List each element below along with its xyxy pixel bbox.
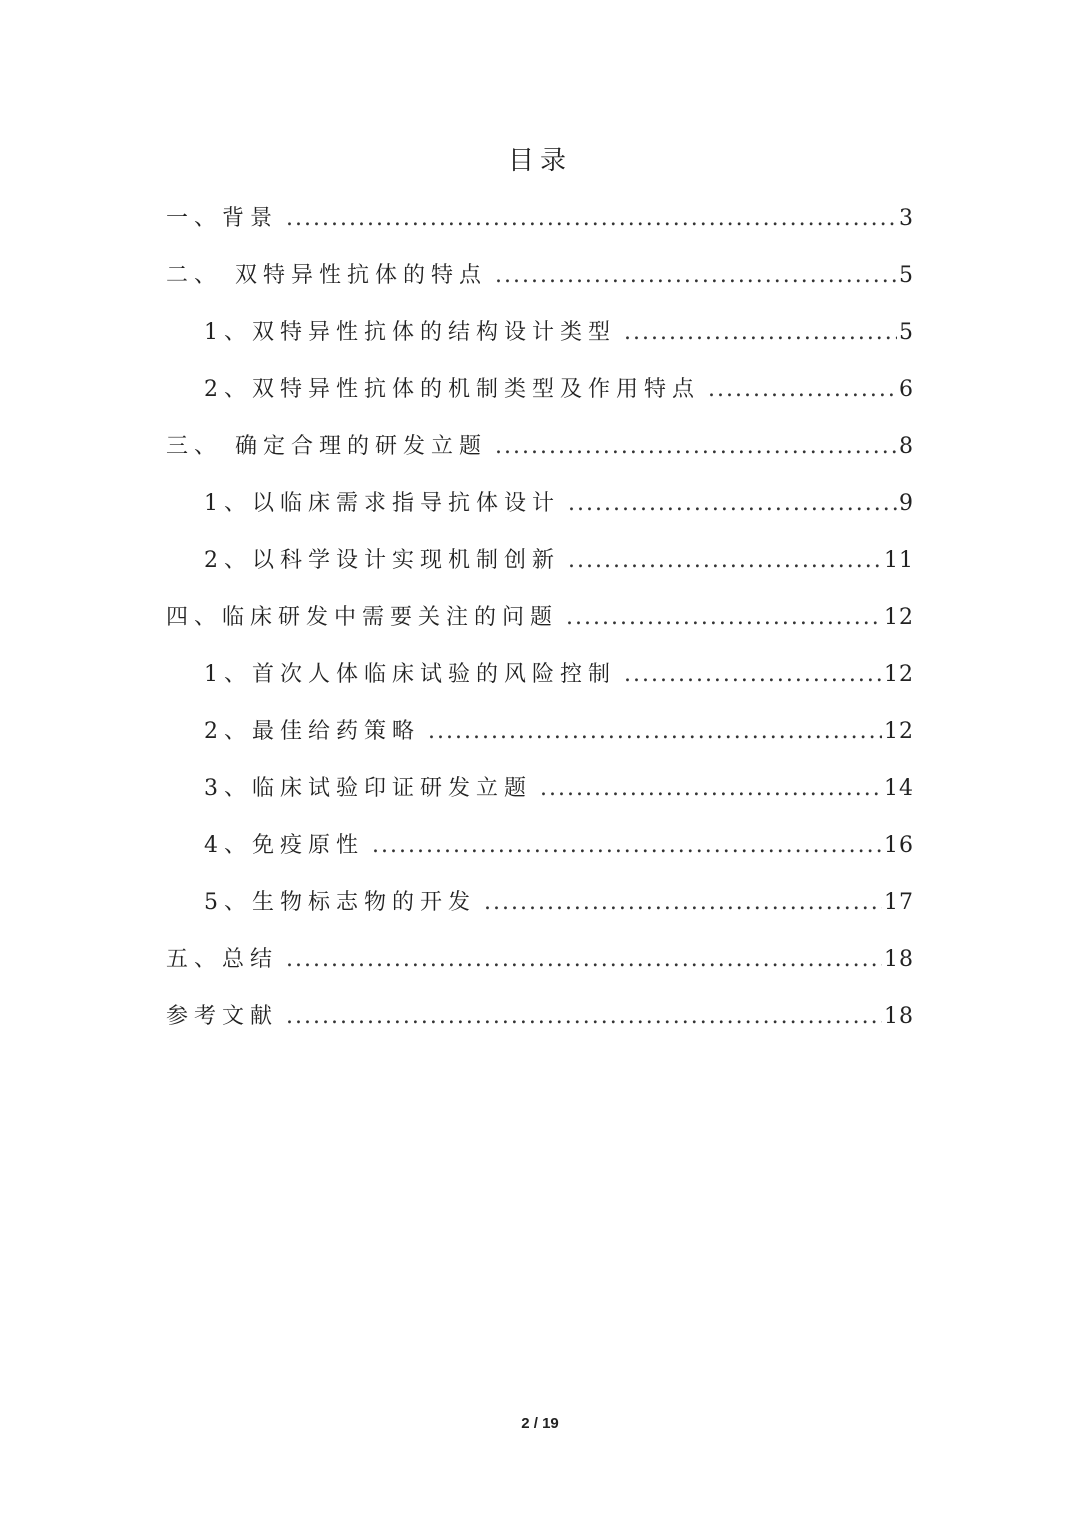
toc-entry-page: 16 xyxy=(884,833,914,858)
toc-entry[interactable] xyxy=(166,589,914,646)
toc-entry[interactable] xyxy=(166,646,914,703)
toc-title: 目录 xyxy=(507,146,572,176)
toc-entry-label: 2、最佳给药策略 xyxy=(204,719,420,744)
toc-entry-label: 五、总结 xyxy=(166,947,279,972)
toc-dot-leader xyxy=(286,988,882,1045)
toc-entry-label: 1、首次人体临床试验的风险控制 xyxy=(204,662,616,687)
toc-entry-page: 11 xyxy=(884,548,914,573)
toc-entry-page: 18 xyxy=(884,1004,914,1029)
toc-entry[interactable] xyxy=(166,190,914,247)
toc-entry[interactable] xyxy=(166,361,914,418)
toc-entry-label: 2、以科学设计实现机制创新 xyxy=(204,548,560,573)
toc-entry-page: 17 xyxy=(884,890,914,915)
toc-entry-label: 5、生物标志物的开发 xyxy=(204,890,476,915)
toc-entry[interactable] xyxy=(166,817,914,874)
toc-entry-page: 3 xyxy=(899,206,914,231)
toc-entry-label: 4、免疫原性 xyxy=(204,833,364,858)
toc-dot-leader xyxy=(540,760,882,817)
toc-entry-label: 3、临床试验印证研发立题 xyxy=(204,776,532,801)
toc-dot-leader xyxy=(566,589,882,646)
table-of-contents xyxy=(166,190,914,1045)
toc-entry[interactable] xyxy=(166,475,914,532)
toc-entry-page: 12 xyxy=(884,662,914,687)
toc-dot-leader xyxy=(568,532,882,589)
toc-entry[interactable] xyxy=(166,988,914,1045)
toc-entry-label: 三、 确定合理的研发立题 xyxy=(166,434,487,459)
toc-entry[interactable] xyxy=(166,532,914,589)
toc-entry[interactable] xyxy=(166,931,914,988)
page-number: 2 / 19 xyxy=(521,1415,559,1432)
toc-entry[interactable] xyxy=(166,418,914,475)
toc-entry-page: 9 xyxy=(899,491,914,516)
toc-entry[interactable] xyxy=(166,874,914,931)
toc-entry-label: 2、双特异性抗体的机制类型及作用特点 xyxy=(204,377,700,402)
toc-entry-page: 18 xyxy=(884,947,914,972)
toc-entry-label: 参考文献 xyxy=(166,1004,279,1029)
toc-dot-leader xyxy=(495,418,897,475)
toc-dot-leader xyxy=(484,874,882,931)
toc-dot-leader xyxy=(286,931,882,988)
toc-dot-leader xyxy=(708,361,897,418)
toc-dot-leader xyxy=(568,475,897,532)
toc-entry[interactable] xyxy=(166,760,914,817)
toc-entry[interactable] xyxy=(166,703,914,760)
toc-entry-label: 1、以临床需求指导抗体设计 xyxy=(204,491,560,516)
toc-dot-leader xyxy=(286,190,897,247)
toc-entry-page: 12 xyxy=(884,605,914,630)
toc-entry-label: 四、临床研发中需要关注的问题 xyxy=(166,605,559,630)
toc-dot-leader xyxy=(495,247,897,304)
toc-entry-label: 1、双特异性抗体的结构设计类型 xyxy=(204,320,616,345)
toc-dot-leader xyxy=(624,646,882,703)
toc-entry[interactable] xyxy=(166,247,914,304)
toc-entry-page: 6 xyxy=(899,377,914,402)
toc-entry-page: 8 xyxy=(899,434,914,459)
toc-entry-page: 5 xyxy=(899,263,914,288)
toc-dot-leader xyxy=(624,304,897,361)
toc-dot-leader xyxy=(372,817,882,874)
toc-entry-page: 5 xyxy=(899,320,914,345)
toc-entry-page: 12 xyxy=(884,719,914,744)
toc-entry-label: 二、 双特异性抗体的特点 xyxy=(166,263,487,288)
toc-dot-leader xyxy=(428,703,882,760)
toc-entry[interactable] xyxy=(166,304,914,361)
toc-entry-page: 14 xyxy=(884,776,914,801)
toc-entry-label: 一、背景 xyxy=(166,206,279,231)
